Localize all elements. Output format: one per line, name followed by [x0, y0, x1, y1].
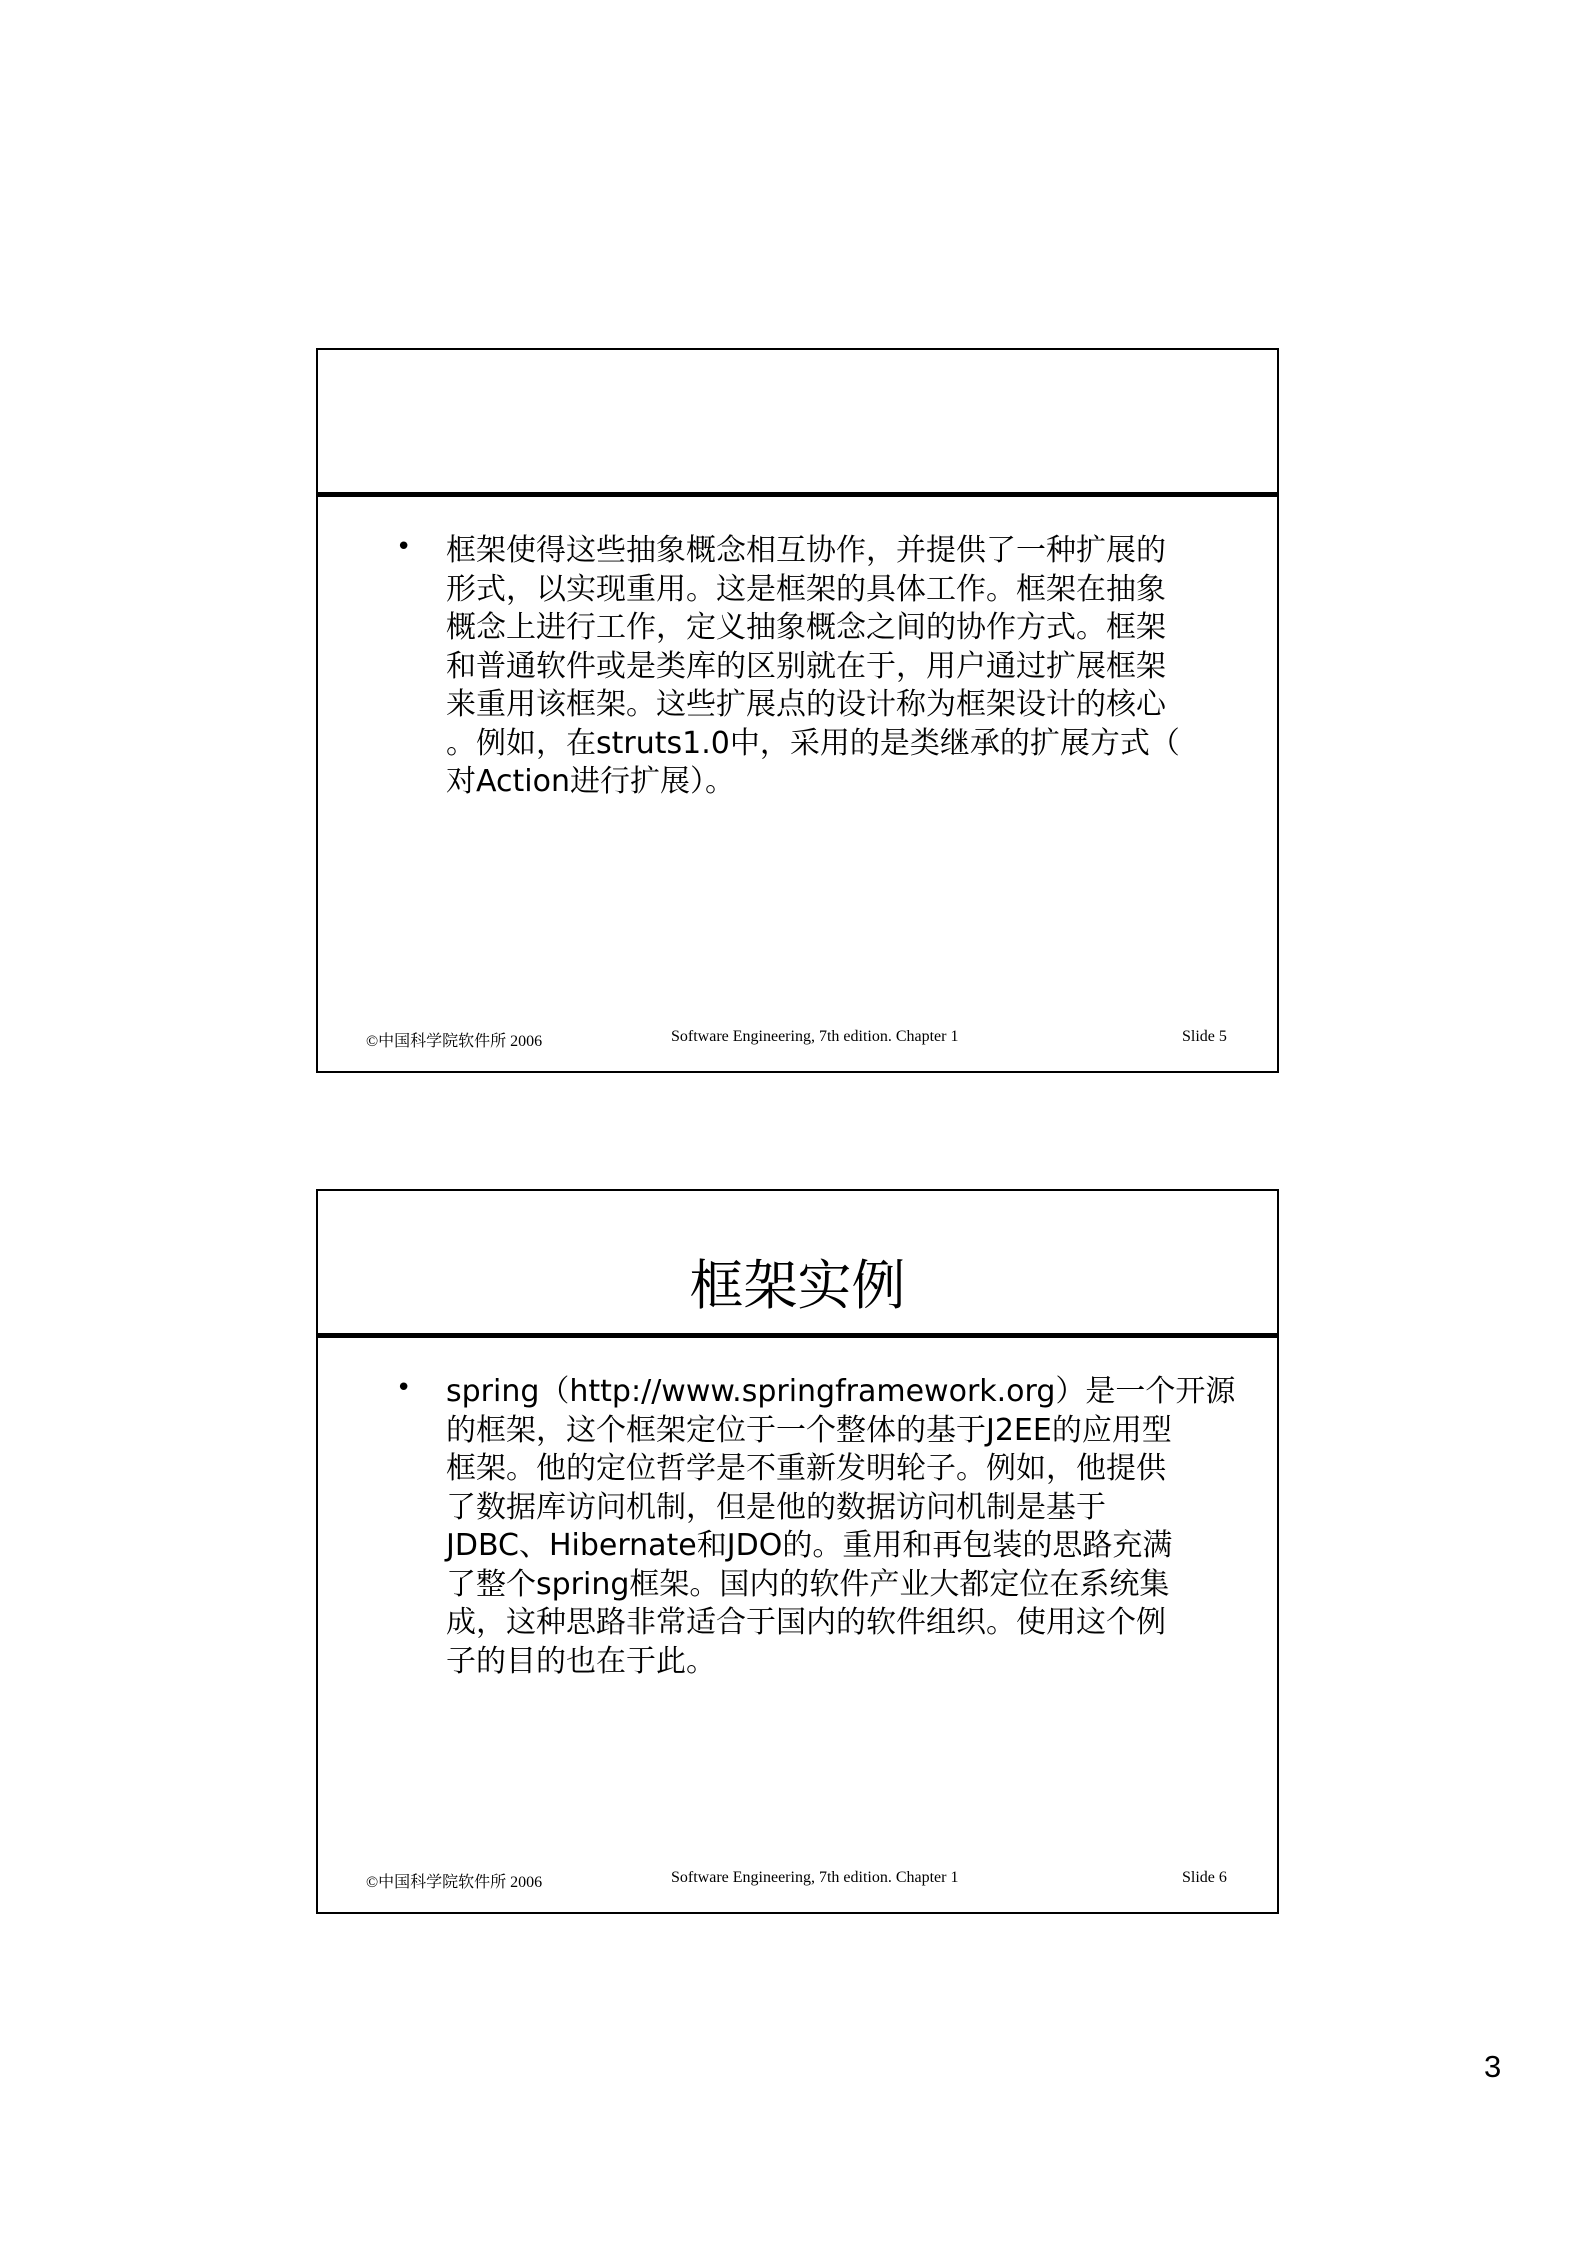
footer-slide-number: Slide 6	[1182, 1869, 1227, 1886]
footer-book: Software Engineering, 7th edition. Chapter 1	[671, 1869, 959, 1886]
body-line: 了数据库访问机制，但是他的数据访问机制是基于	[446, 1489, 1106, 1525]
body-line: 成，这种思路非常适合于国内的软件组织。使用这个例	[446, 1605, 1166, 1640]
slide-body	[446, 1373, 1246, 1681]
body-line: 来重用该框架。这些扩展点的设计称为框架设计的核心	[446, 687, 1166, 722]
body-line: 子的目的也在于此。	[446, 1643, 716, 1679]
body-line: 概念上进行工作，定义抽象概念之间的协作方式。框架	[446, 610, 1166, 645]
footer-slide-number: Slide 5	[1182, 1028, 1227, 1045]
bullet-icon: •	[396, 532, 412, 562]
slide-body	[446, 532, 1246, 802]
slide-5	[316, 348, 1279, 1073]
slide-header	[318, 1191, 1277, 1338]
body-line: 形式，以实现重用。这是框架的具体工作。框架在抽象	[446, 571, 1166, 607]
body-line: JDBC、Hibernate和JDO的。重用和再包装的思路充满	[446, 1528, 1173, 1563]
body-line: 对Action进行扩展）。	[446, 764, 735, 799]
body-line: 。例如，在struts1.0中，采用的是类继承的扩展方式（	[446, 725, 1180, 761]
footer-copyright: ©中国科学院软件所 2006	[366, 1033, 543, 1050]
slide-title: 框架实例	[689, 1254, 906, 1317]
page-number: 3	[1484, 2049, 1502, 2084]
slide-6	[316, 1189, 1279, 1914]
body-line: 了整个spring框架。国内的软件产业大都定位在系统集	[446, 1566, 1170, 1602]
body-line: 框架。他的定位哲学是不重新发明轮子。例如，他提供	[446, 1451, 1166, 1486]
body-line: 的框架，这个框架定位于一个整体的基于J2EE的应用型	[446, 1412, 1172, 1448]
footer-book: Software Engineering, 7th edition. Chapter 1	[671, 1028, 959, 1045]
slide-header	[318, 350, 1277, 497]
body-line: 和普通软件或是类库的区别就在于，用户通过扩展框架	[446, 648, 1166, 684]
bullet-icon: •	[396, 1373, 412, 1403]
footer-copyright: ©中国科学院软件所 2006	[366, 1874, 543, 1891]
body-line: 框架使得这些抽象概念相互协作，并提供了一种扩展的	[446, 533, 1166, 568]
body-line: spring（http://www.springframework.org）是一个开源	[446, 1374, 1236, 1409]
